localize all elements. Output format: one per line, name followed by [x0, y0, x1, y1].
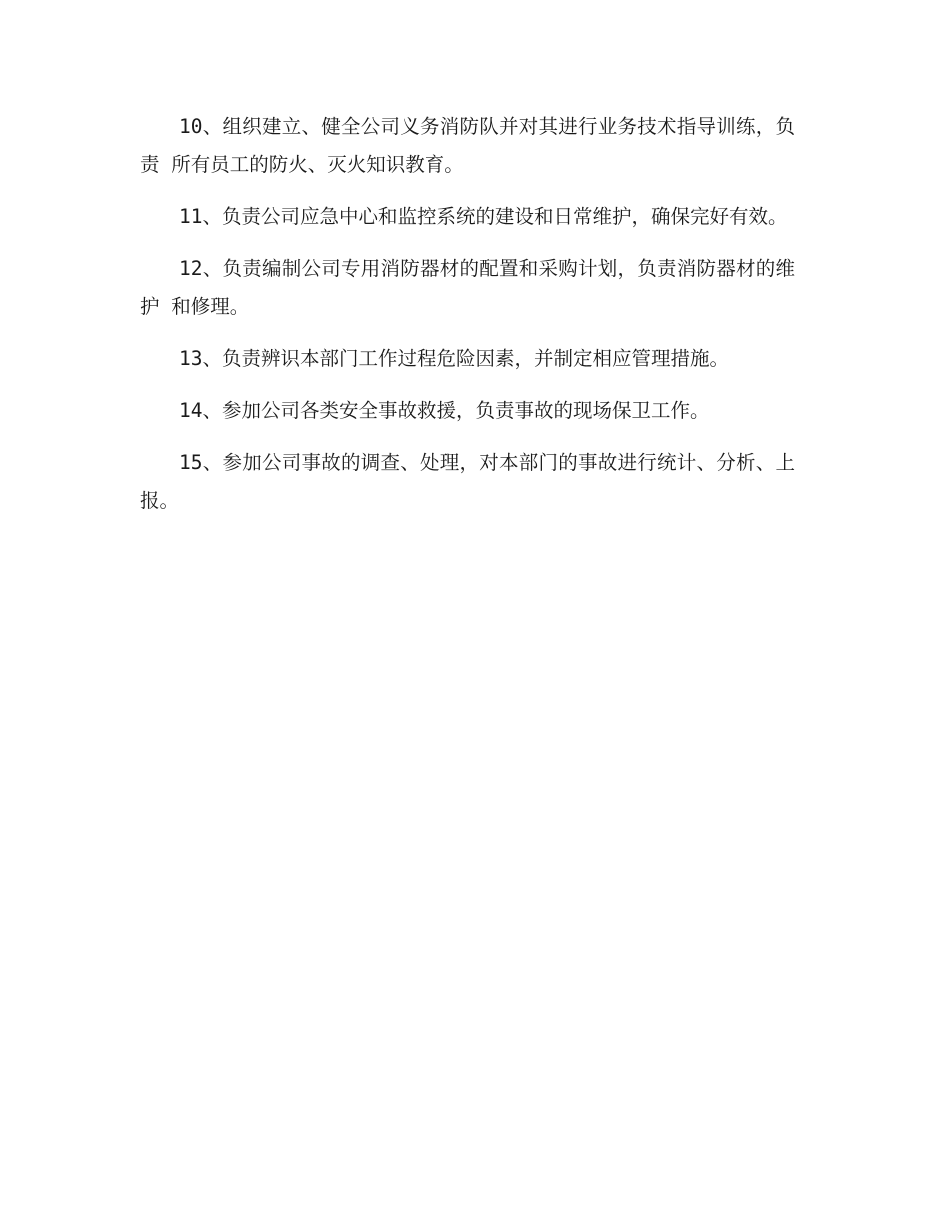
paragraph-item-13: 13、负责辨识本部门工作过程危险因素，并制定相应管理措施。 [179, 347, 729, 370]
paragraph-item-15: 15、参加公司事故的调查、处理，对本部门的事故进行统计、分析、上报。 [140, 451, 795, 512]
paragraph-item-10: 10、组织建立、健全公司义务消防队并对其进行业务技术指导训练，负责 所有员工的防火、灭火知识教育。 [140, 115, 795, 176]
paragraph-item-12: 12、负责编制公司专用消防器材的配置和采购计划，负责消防器材的维护 和修理。 [140, 257, 795, 318]
paragraph-item-11: 11、负责公司应急中心和监控系统的建设和日常维护，确保完好有效。 [179, 205, 788, 228]
document-body [140, 108, 795, 534]
paragraph-item-14: 14、参加公司各类安全事故救援，负责事故的现场保卫工作。 [179, 399, 710, 422]
